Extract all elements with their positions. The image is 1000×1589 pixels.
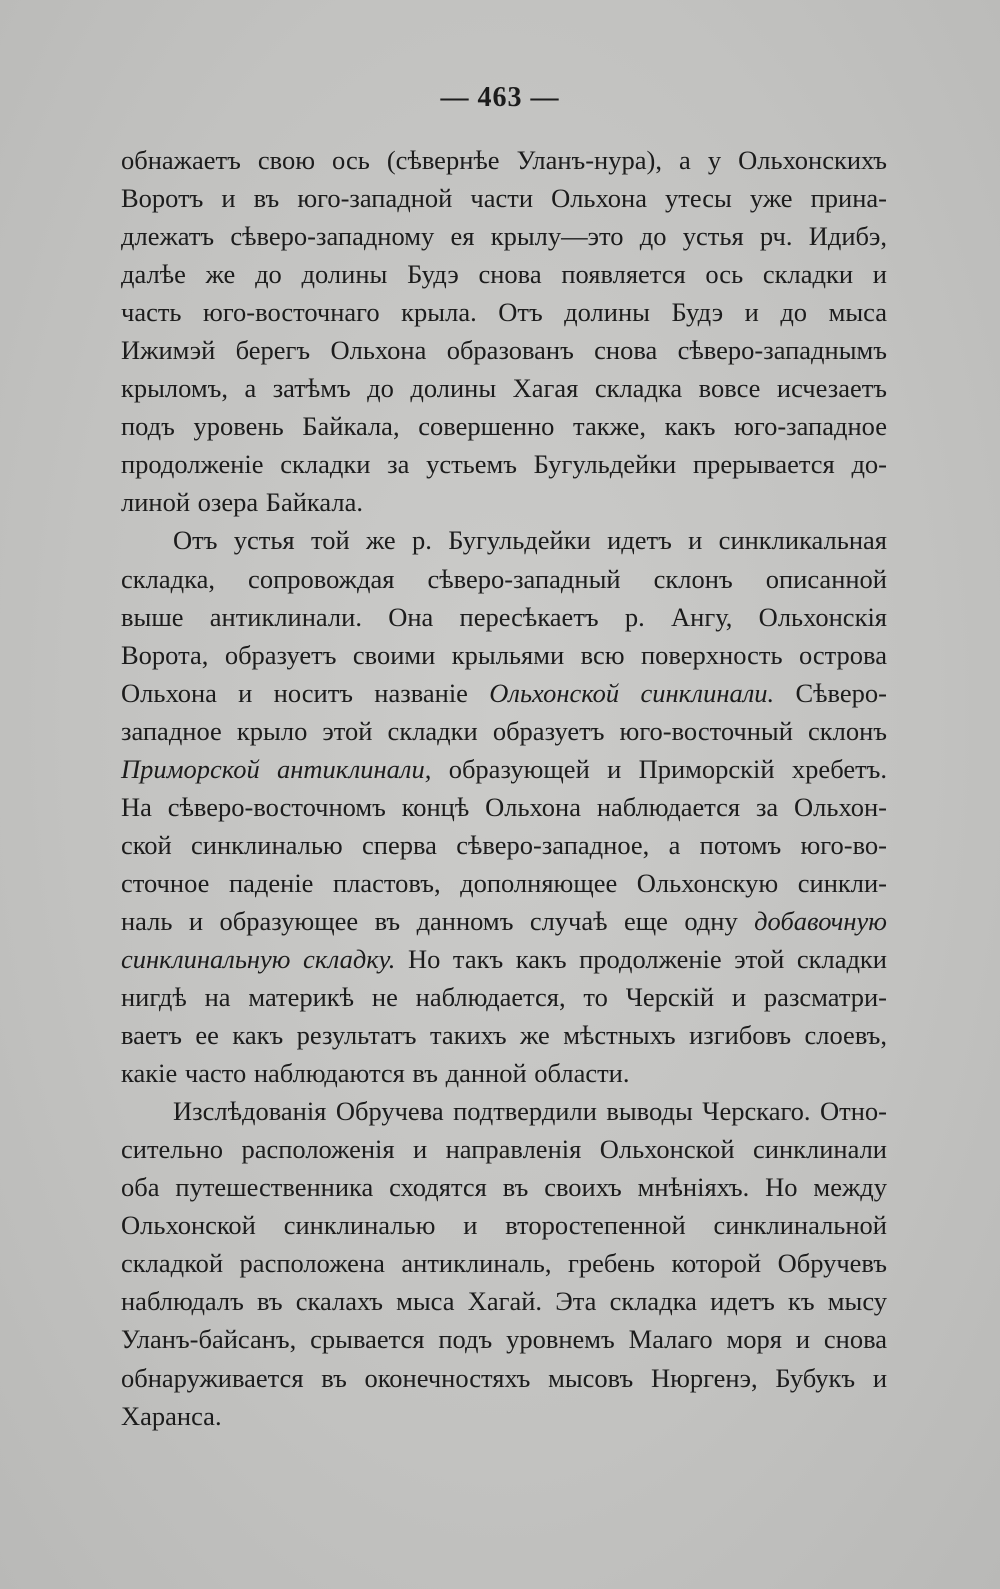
text-line: какіе часто наблюдаются въ данной области. <box>121 1058 630 1089</box>
text-line: Ворота, образуетъ своими крыльями всю поверхность острова <box>121 639 887 670</box>
text-line: обнажаетъ свою ось (сѣвернѣе Уланъ-нура), а у Ольхонскихъ <box>121 145 887 175</box>
text-line: наль и образующее въ данномъ случаѣ еще одну добавочную <box>121 905 887 936</box>
paragraph <box>121 141 887 521</box>
text-line: сточное паденіе пластовъ, дополняющее Ольхонскую синкли- <box>121 867 887 898</box>
text-line: На сѣверо-восточномъ концѣ Ольхона наблюдается за Ольхон- <box>121 791 887 822</box>
paragraph <box>121 521 887 1092</box>
text-line: оба путешественника сходятся въ своихъ мнѣніяхъ. Но между <box>121 1172 887 1203</box>
text-line: складкой расположена антиклиналь, гребень которой Обручевъ <box>121 1248 887 1279</box>
text-line: Отъ устья той же р. Бугульдейки идетъ и синкликальная <box>173 525 887 556</box>
body-text <box>121 141 887 1435</box>
italic-term: синклинальную складку. <box>121 943 396 974</box>
page-number: — 463 — <box>440 82 560 113</box>
text-line: Ольхонской синклиналью и второстепенной синклинальной <box>121 1210 887 1241</box>
text-line: ской синклиналью сперва сѣверо-западное, а потомъ юго-во- <box>121 829 887 860</box>
text-line: далѣе же до долины Будэ снова появляется ось складки и <box>121 259 887 290</box>
text-line: Уланъ-байсанъ, срывается подъ уровнемъ Малаго моря и снова <box>121 1324 887 1355</box>
text-line: нигдѣ на материкѣ не наблюдается, то Черскій и разсматри- <box>121 982 887 1013</box>
text-line: наблюдалъ въ скалахъ мыса Хагай. Эта складка идетъ къ мысу <box>121 1286 887 1317</box>
text-line: сительно расположенія и направленія Ольхонской синклинали <box>121 1134 887 1165</box>
text-line: Харанса. <box>121 1400 222 1431</box>
text-line: обнаруживается въ оконечностяхъ мысовъ Нюргенэ, Бубукъ и <box>121 1362 887 1393</box>
text-line: линой озера Байкала. <box>121 487 364 518</box>
text-line: Изслѣдованія Обручева подтвердили выводы Черскаго. Отно- <box>173 1096 887 1127</box>
text-line: западное крыло этой складки образуетъ юго-восточный склонъ <box>121 715 887 746</box>
text-line: выше антиклинали. Она пересѣкаетъ р. Ангу, Ольхонскія <box>121 601 887 632</box>
text-line: продолженіе складки за устьемъ Бугульдейки прерывается до- <box>121 449 887 480</box>
text-line: Приморской антиклинали, образующей и Приморскій хребетъ. <box>121 753 887 784</box>
text-line: Ольхона и носитъ названіе Ольхонской синклинали. Сѣверо- <box>121 677 887 708</box>
text-line: длежатъ сѣверо-западному ея крылу—это до устья рч. Идибэ, <box>121 221 887 252</box>
text-line: складка, сопровождая сѣверо-западный склонъ описанной <box>121 563 887 594</box>
text-line: ваетъ ее какъ результатъ такихъ же мѣстныхъ изгибовъ слоевъ, <box>121 1020 887 1051</box>
italic-term: Ольхонской синклинали. <box>489 677 775 708</box>
text-line: синклинальную складку. Но такъ какъ продолженіе этой складки <box>121 943 887 974</box>
text-line: крыломъ, а затѣмъ до долины Хагая складка вовсе исчезаетъ <box>121 373 887 404</box>
italic-term: добавочную <box>754 905 887 936</box>
italic-term: Приморской антиклинали, <box>121 753 432 784</box>
text-line: Ижимэй берегъ Ольхона образованъ снова сѣверо-западнымъ <box>121 335 887 366</box>
text-line: часть юго-восточнаго крыла. Отъ долины Будэ и до мыса <box>121 297 887 328</box>
paragraph <box>121 1092 887 1434</box>
text-line: Воротъ и въ юго-западной части Ольхона утесы уже прина- <box>121 183 887 214</box>
text-line: подъ уровень Байкала, совершенно также, какъ юго-западное <box>121 411 887 442</box>
